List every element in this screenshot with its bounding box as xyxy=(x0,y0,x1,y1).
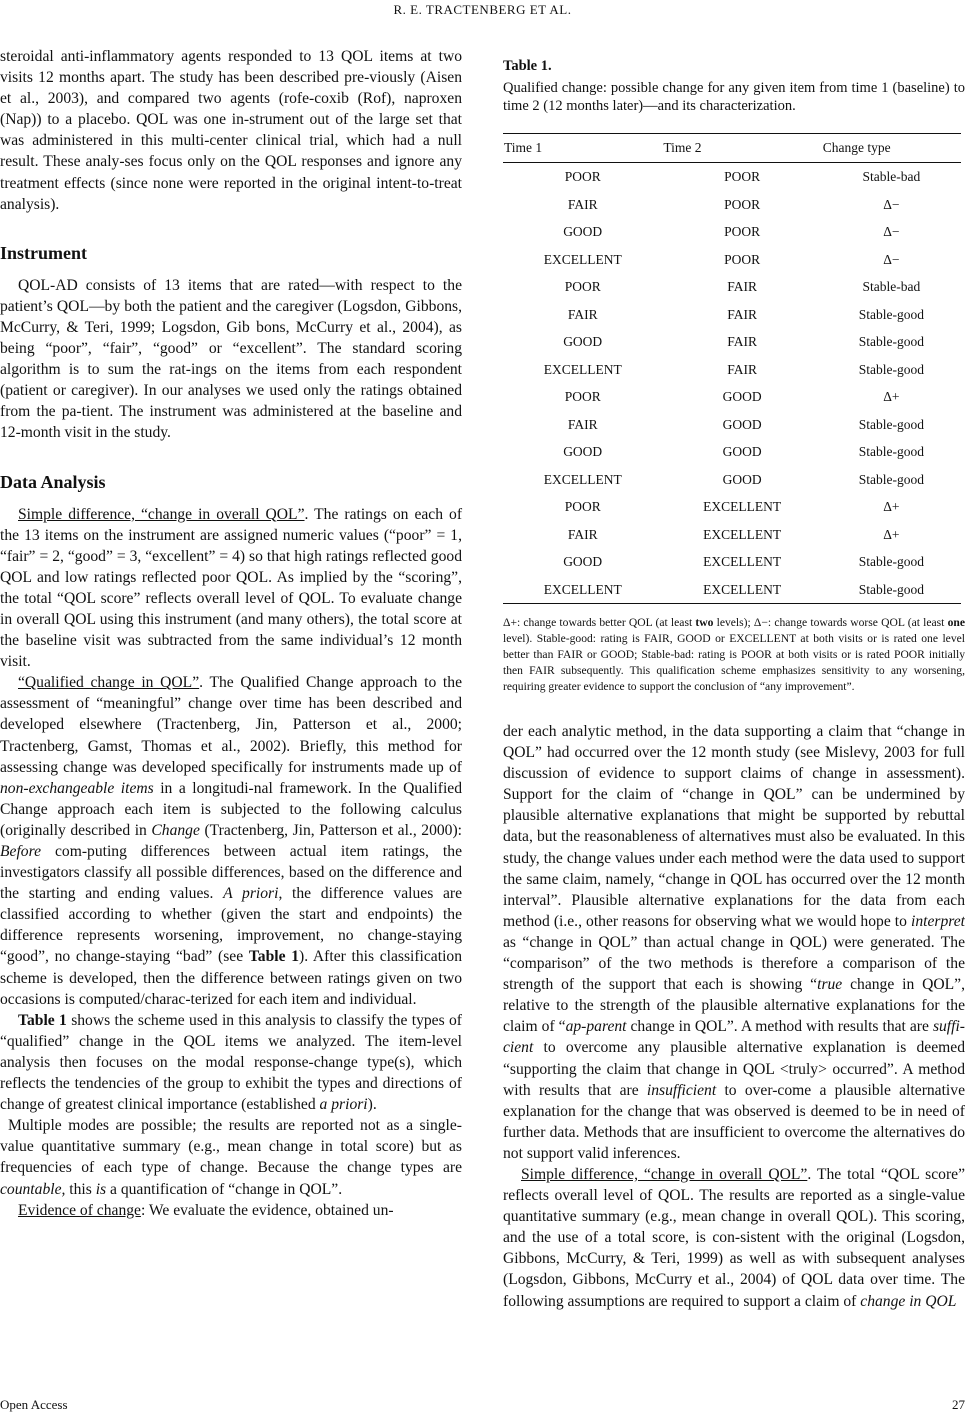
p1-text: to overcome any plausible alternative explanation is deemed “supporting the claim that change in QOL <truly> occurred”. A method with results that are xyxy=(503,1039,965,1099)
mm-text: this xyxy=(65,1180,96,1198)
note-bold: one xyxy=(947,616,965,629)
t1-text: shows the scheme used in this analysis to classify the types of “qualified” change in the QOL items we analyzed. The item-level analysis then focuses on the modal response-change type(s), which reflects the tendencies of the group to exhibit the types and directions of change of greatest clinical importance (established xyxy=(0,1011,462,1114)
table-row xyxy=(503,521,961,549)
footer-publisher: Open Access xyxy=(0,1397,68,1412)
simple-difference-label: Simple difference, “change in overall QOL” xyxy=(521,1165,808,1183)
qc-text: in a longitudi-nal framework. In the Qualified Change approach each item is subjected to the following calculus (originally described in xyxy=(0,779,462,839)
cell-change-type: Δ+ xyxy=(883,389,900,405)
p2-text: . The total “QOL score” reflects overall level of QOL. The results are reported as a single-value quantitative summary (e.g., mean change in overall QOL). This scoring, and the use of a total score, is con-sistent with the original (Logsdon, Gibbons, McCurry, & Teri, 1999) as well as with subsequent analyses (Logsdon, Gibbons, McCurry et al., 2004) of QOL data over time. The following assumptions are required to support a claim of xyxy=(503,1165,965,1310)
header-time-2: Time 2 xyxy=(662,134,821,163)
cell-time-2: EXCELLENT xyxy=(703,554,782,570)
table-body xyxy=(503,163,961,604)
p1-italic: suffi-cient xyxy=(503,1018,965,1057)
cell-time-2: FAIR xyxy=(727,361,757,377)
evidence-paragraph xyxy=(0,1200,462,1221)
table-row xyxy=(503,548,961,576)
p1-italic: insufficient xyxy=(646,1081,717,1099)
cell-time-1: EXCELLENT xyxy=(543,361,622,377)
cell-time-2: GOOD xyxy=(722,389,762,405)
cell-time-2: FAIR xyxy=(727,279,757,295)
cell-time-1: EXCELLENT xyxy=(543,251,622,267)
table-row xyxy=(503,301,961,329)
table-row xyxy=(503,438,961,466)
cell-change-type: Δ− xyxy=(883,224,900,240)
heading-instrument: Instrument xyxy=(0,242,88,263)
cell-time-1: FAIR xyxy=(567,196,598,212)
cell-time-1: POOR xyxy=(564,169,601,185)
cell-change-type: Stable-good xyxy=(858,471,925,487)
qc-italic: Change xyxy=(151,821,200,839)
simple-difference-paragraph xyxy=(0,504,462,673)
table-row xyxy=(503,218,961,246)
cell-time-1: EXCELLENT xyxy=(543,471,622,487)
cell-change-type: Δ+ xyxy=(883,526,900,542)
table-footnote xyxy=(503,615,965,695)
cell-change-type: Stable-good xyxy=(858,334,925,350)
table-row xyxy=(503,466,961,494)
heading-data-analysis: Data Analysis xyxy=(0,471,106,492)
cell-change-type: Stable-good xyxy=(858,306,925,322)
cell-time-1: FAIR xyxy=(567,306,598,322)
table-row xyxy=(503,191,961,219)
simple-difference-results-paragraph xyxy=(503,1164,965,1312)
cell-time-2: POOR xyxy=(724,196,761,212)
cell-time-2: POOR xyxy=(724,224,761,240)
intro-paragraph: steroidal anti-inflammatory agents responded to 13 QOL items at two visits 12 months apart. The study has been described pre-viously (Aisen et al., 2003), and compared two agents (rofe-coxib (Rof), naproxen (Nap)) to a placebo. QOL was one in-strument out of the large set that was administered in this multi-center clinical trial, which had a null result. These analy-ses focus only on the QOL responses and ignore any treatment effects (since none were reported in the original intent-to-treat analysis). xyxy=(0,48,462,213)
table-row xyxy=(503,576,961,604)
qualified-change-label: “Qualified change in QOL” xyxy=(18,674,200,692)
mm-text: a quantification of “change in QOL”. xyxy=(106,1180,343,1198)
cell-time-1: EXCELLENT xyxy=(503,576,662,604)
note-text: level). Stable-good: rating is FAIR, GOOD or EXCELLENT at both visits or is rated one level better than FAIR or GOOD; Stable-bad: rating is POOR at both visits or is rated POOR initially then FAIR subsequently. This qualification scheme emphasizes sensitivity to any worsening, requiring greater evidence to support the conclusion of “any improvement”. xyxy=(503,632,965,693)
cell-time-2: EXCELLENT xyxy=(703,499,782,515)
table-row xyxy=(503,493,961,521)
note-text: Δ+: change towards better QOL (at least xyxy=(503,616,696,629)
p1-text: change in QOL”. A method with results that are xyxy=(626,1018,933,1036)
t1-italic: a priori xyxy=(319,1096,368,1114)
table-row xyxy=(503,411,961,439)
cell-time-1: GOOD xyxy=(563,334,603,350)
cell-time-2: POOR xyxy=(724,169,761,185)
cell-time-1: GOOD xyxy=(563,554,603,570)
qc-italic: A priori xyxy=(223,885,279,903)
table-header-row xyxy=(503,134,961,163)
running-head: R. E. TRACTENBERG ET AL. xyxy=(393,2,572,17)
p1-italic: ap-parent xyxy=(565,1018,627,1036)
p1-text: to over-come a plausible alternative explanation for the change that was observed is deemed to be in need of further data. Methods that are insufficient to overcome the alternatives do not support valid inferences. xyxy=(503,1081,965,1162)
qualified-change-table xyxy=(503,133,961,604)
mm-italic: is xyxy=(95,1180,107,1198)
note-text: levels); Δ−: change towards worse QOL (at least xyxy=(713,616,948,629)
cell-change-type: Stable-good xyxy=(858,444,925,460)
cell-time-1: FAIR xyxy=(567,526,598,542)
qc-text: com-puting differences between actual item ratings, the investigators classify all possible differences, based on the difference and the starting and ending values. xyxy=(0,843,462,903)
t1-text: ). xyxy=(367,1096,377,1114)
table-caption: Qualified change: possible change for any given item from time 1 (baseline) to time 2 (12 months later)—and its characterization. xyxy=(503,80,965,114)
table-row xyxy=(503,246,961,274)
cell-time-1: POOR xyxy=(564,389,601,405)
cell-change-type: Stable-good xyxy=(858,361,925,377)
table-1 xyxy=(503,58,965,695)
table1-discussion-paragraph xyxy=(0,1010,462,1115)
cell-time-1: GOOD xyxy=(563,224,603,240)
header-time-1: Time 1 xyxy=(503,134,662,163)
qc-text: (Tractenberg, Jin, Patterson et al., 2000): xyxy=(199,821,462,839)
cell-time-1: POOR xyxy=(564,279,601,295)
multiple-modes-paragraph xyxy=(0,1115,462,1199)
cell-change-type: Stable-bad xyxy=(862,169,921,185)
table-row xyxy=(503,383,961,411)
cell-time-2: EXCELLENT xyxy=(662,576,821,604)
p1-italic: interpret xyxy=(911,912,965,930)
page-number: 27 xyxy=(952,1397,965,1412)
table-row xyxy=(503,356,961,384)
qc-text: ). After this classification scheme is developed, then the difference between ratings given on two occasions is computed/charac-terized for each item and individual. xyxy=(0,948,462,1008)
left-column xyxy=(0,46,462,1221)
table-row xyxy=(503,273,961,301)
cell-change-type: Stable-bad xyxy=(862,279,921,295)
cell-time-2: GOOD xyxy=(722,416,762,432)
p1-text: der each analytic method, in the data supporting a claim that “change in QOL” had occurred over the 12 month study (see Mislevy, 2003 for full discussion of evidence to support claims of change in assessment). Support for the claim of “change in QOL” can be undermined by plausible alternative explanations that might be supported by rebuttal data, but the reasonableness of alternatives must also be evaluated. In this study, the change values under each method were the data used to support the same claim, namely, “change in QOL has occurred over the 12 month interval”. Plausible alternative explanations for the data from each method (i.e., other reasons for observing what we would hope to xyxy=(503,723,965,930)
qc-text: . The Qualified Change approach to the assessment of “meaningful” change over time has been described and developed elsewhere (Tractenberg, Jin, Patterson et al., 2000; Tractenberg, Gamst, Thomas et al., 2002). Briefly, this method for assessing change was developed specifically for instruments made up of xyxy=(0,674,462,776)
cell-time-1: FAIR xyxy=(567,416,598,432)
p1-text: change in QOL”, relative to the strength of the plausible alternative explanations for the claim of “ xyxy=(503,976,965,1036)
cell-change-type: Stable-good xyxy=(858,554,925,570)
qc-text: , the difference values are classified according to whether (given the start and endpoints) the difference represents worsening, improvement, no change-staying “good”, no change-staying “bad” (see xyxy=(0,885,463,966)
cell-change-type: Δ+ xyxy=(883,499,900,515)
evidence-label: Evidence of change xyxy=(18,1201,141,1219)
p2-italic: change in QOL xyxy=(860,1292,957,1310)
cell-time-1: GOOD xyxy=(563,444,603,460)
note-bold: two xyxy=(695,616,714,629)
table-title: Table 1. xyxy=(503,58,552,74)
cell-time-2: GOOD xyxy=(722,444,762,460)
qualified-change-paragraph xyxy=(0,672,462,1010)
evidence-continued-paragraph xyxy=(503,721,965,1164)
evidence-text: : We evaluate the evidence, obtained un- xyxy=(140,1201,394,1219)
cell-change-type: Δ− xyxy=(883,196,900,212)
mm-italic: countable, xyxy=(0,1180,66,1198)
instrument-paragraph: QOL-AD consists of 13 items that are rated—with respect to the patient’s QOL—by both the patient and the caregiver (Logsdon, Gibbons, McCurry, & Teri, 1999; Logsdon, Gib bons, McCurry et al., 2004), as being “poor”, “fair”, “good” or “excellent”. The standard scoring algorithm is to sum the rat-ings on the items from each respondent (patient or caregiver). In our analyses we used only the ratings obtained from the pa-tient. The instrument was administered at the baseline and 12-month visit in the study. xyxy=(0,276,462,442)
table-reference: Table 1 xyxy=(248,948,299,966)
p1-text: as “change in QOL” than actual change in QOL) were generated. The “comparison” of the two methods is therefore a comparison of the strength of the support that each is showing “ xyxy=(503,933,965,994)
table-row xyxy=(503,328,961,356)
cell-time-1: POOR xyxy=(564,499,601,515)
qc-italic: Before xyxy=(0,843,41,860)
cell-change-type: Stable-good xyxy=(822,576,961,604)
cell-time-2: EXCELLENT xyxy=(703,526,782,542)
mm-text: Multiple modes are possible; the results are reported not as a single-value quantitative summary (e.g., mean change in total score) but as frequencies of each type of change. Because the change types are xyxy=(0,1117,462,1177)
cell-time-2: FAIR xyxy=(727,334,757,350)
cell-time-2: POOR xyxy=(724,251,761,267)
cell-change-type: Δ− xyxy=(883,251,900,267)
cell-time-2: GOOD xyxy=(722,471,762,487)
header-change-type: Change type xyxy=(822,134,961,163)
cell-change-type: Stable-good xyxy=(858,416,925,432)
p1-italic: true xyxy=(817,976,843,994)
simple-difference-label: Simple difference, “change in overall QOL” xyxy=(18,505,305,523)
table-row xyxy=(503,163,961,191)
cell-time-2: FAIR xyxy=(727,306,757,322)
qc-italic: non-exchangeable items xyxy=(0,779,154,797)
simple-difference-text: . The ratings on each of the 13 items on the instrument are assigned numeric values (“poor” = 1, “fair” = 2, “good” = 3, “excellent” = 4) so that high ratings reflected good QOL and low ratings reflected poor QOL. As implied by the “scoring”, the total “QOL score” reflects overall level of QOL. To evaluate change in overall QOL using this instrument (and many others), the total score at the baseline visit was subtracted from the same individual’s 12 month visit. xyxy=(0,505,463,671)
right-column xyxy=(503,58,965,1312)
table-reference: Table 1 xyxy=(18,1011,67,1029)
